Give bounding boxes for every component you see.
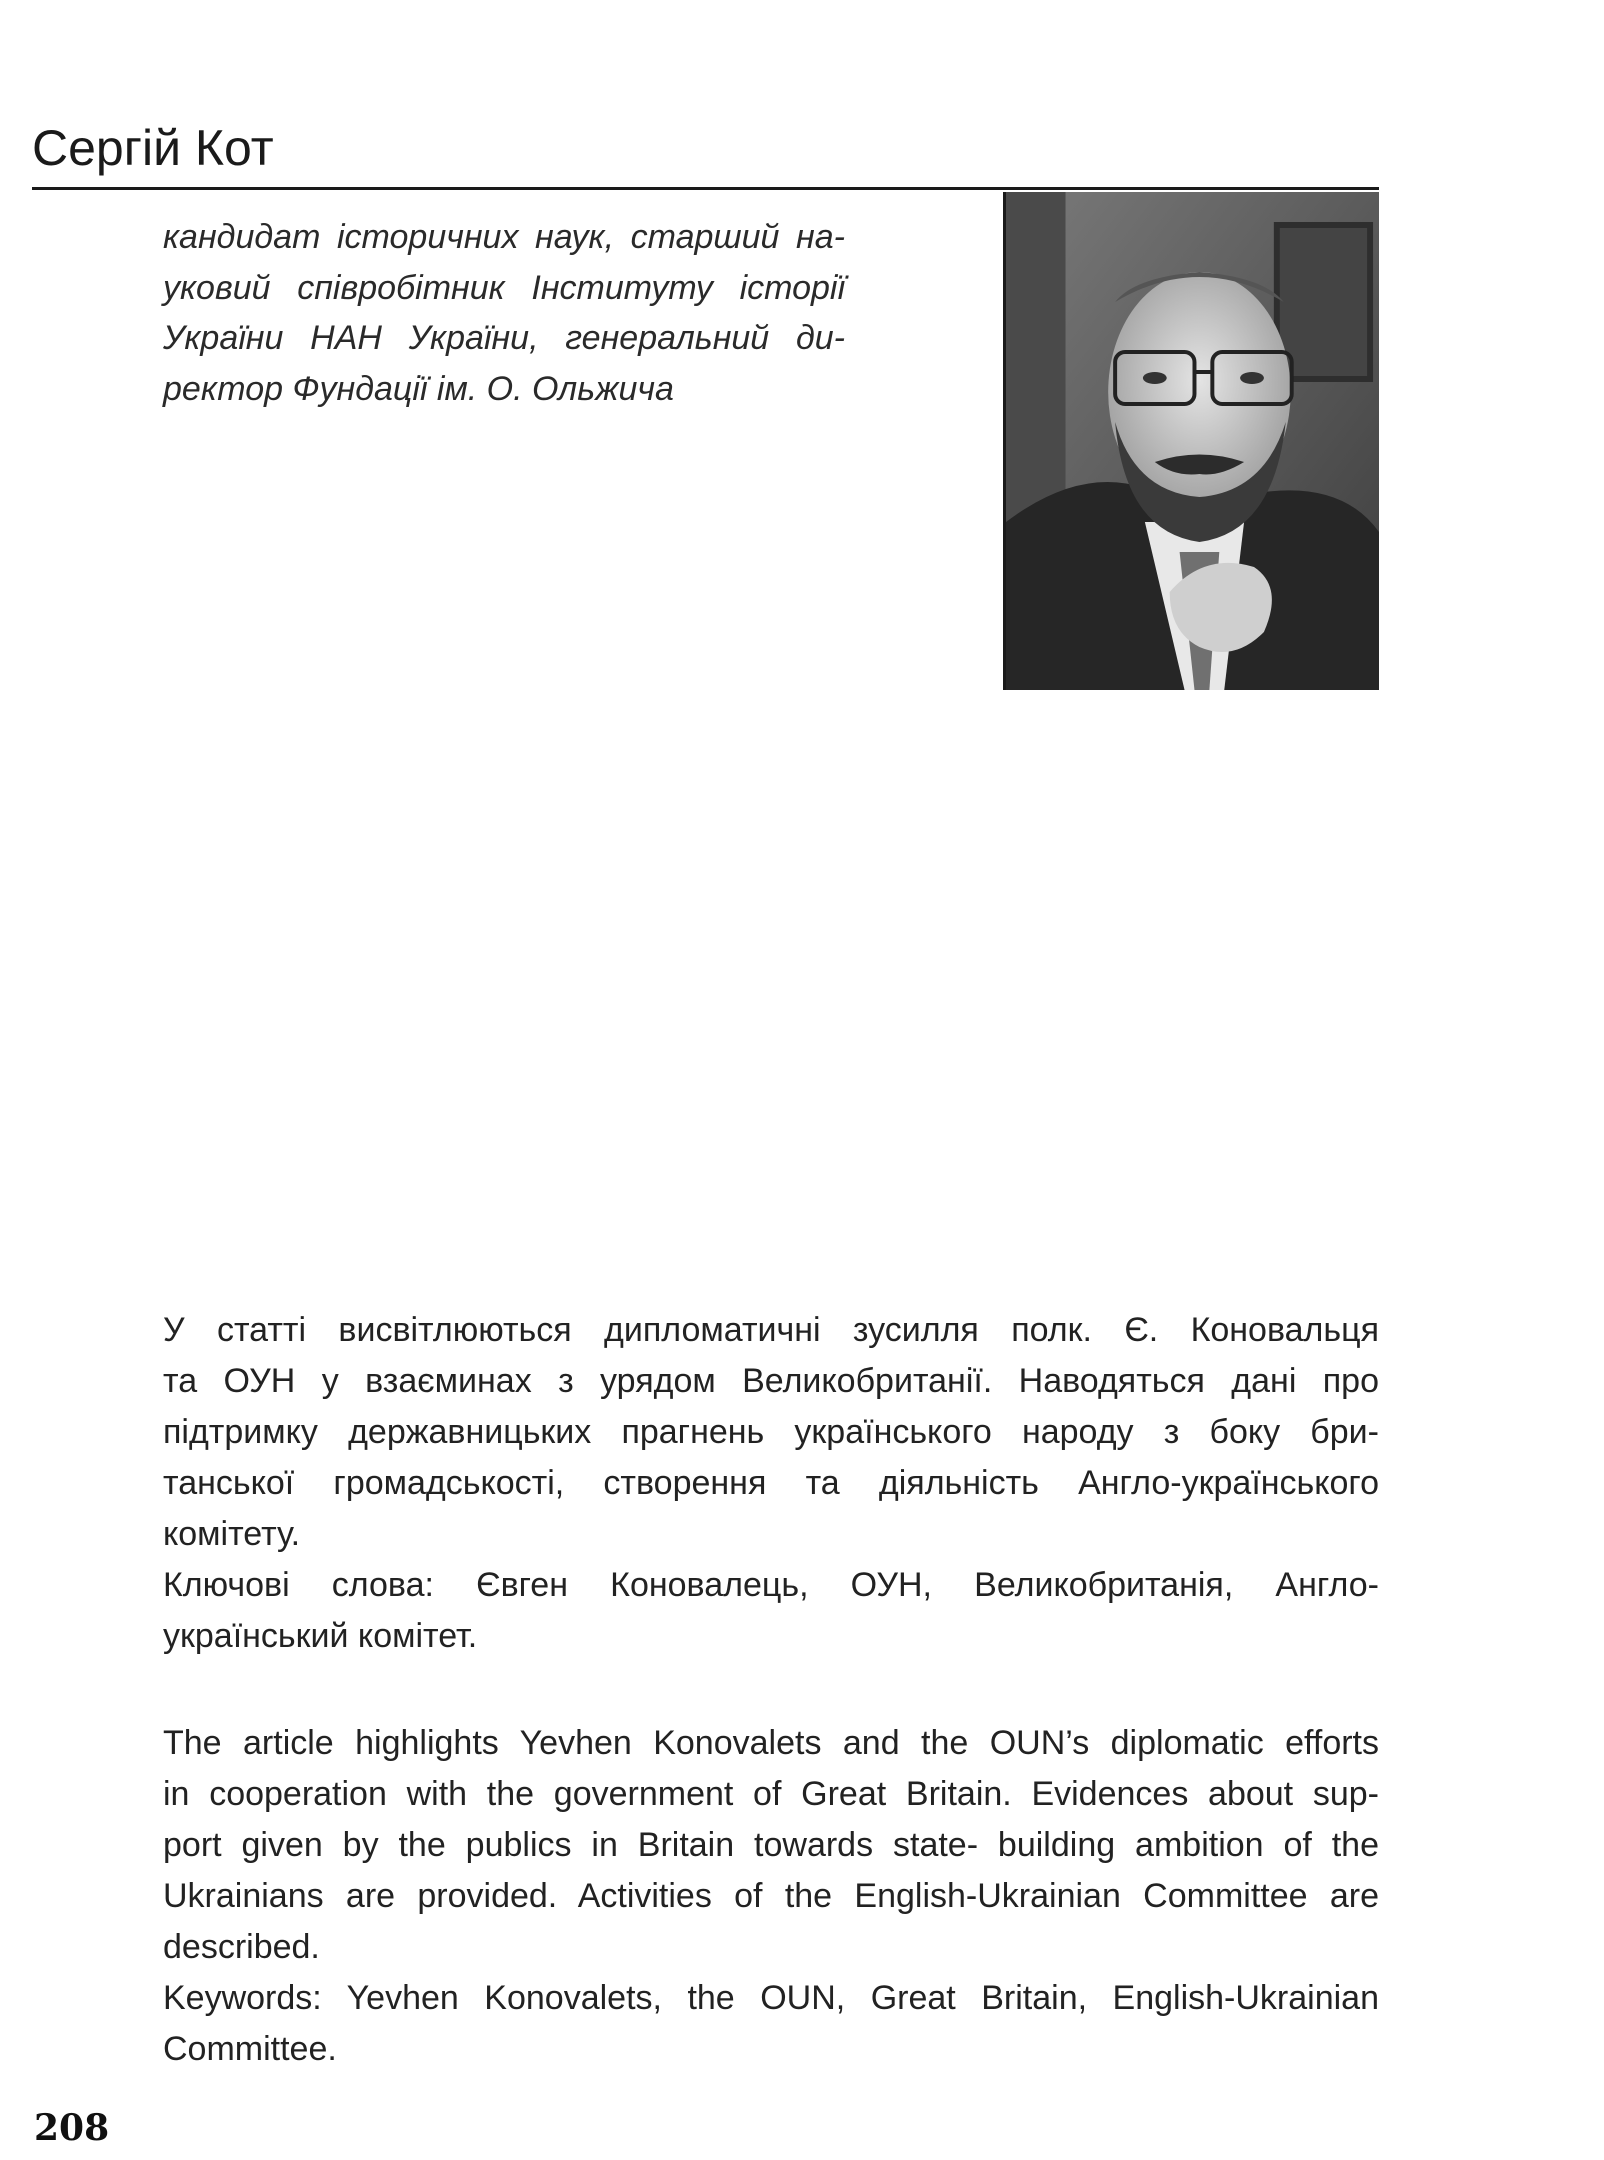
- keywords-line: Ключові слова: Євген Коновалець, ОУН, Великобританія, Англо-: [163, 1566, 1379, 1604]
- credentials-line: України НАН України, генеральний ди-: [163, 319, 845, 357]
- credentials-line: кандидат історичних наук, старший на-: [163, 218, 845, 256]
- abstract-ukrainian: [163, 1305, 1379, 1662]
- abstract-line: підтримку державницьких прагнень українського народу з боку бри-: [163, 1413, 1379, 1451]
- keywords-line: український комітет.: [163, 1617, 478, 1655]
- credentials-line: уковий співробітник Інституту історії: [163, 268, 845, 307]
- author-portrait-image: [1006, 192, 1379, 690]
- abstract-line: The article highlights Yevhen Konovalets and the OUN’s diplomatic efforts: [163, 1724, 1379, 1762]
- abstract-line: танської громадськості, створення та діяльність Англо-українського: [163, 1464, 1379, 1502]
- abstract-line: in cooperation with the government of Great Britain. Evidences about sup-: [163, 1775, 1379, 1813]
- keywords-line: Keywords: Yevhen Konovalets, the OUN, Great Britain, English-Ukrainian: [163, 1979, 1379, 2017]
- abstract-line: У статті висвітлюються дипломатичні зусилля полк. Є. Коновальця: [163, 1311, 1379, 1349]
- author-name: Сергій Кот: [32, 120, 274, 176]
- author-photo: [1003, 192, 1379, 690]
- abstract-line: Ukrainians are provided. Activities of the English-Ukrainian Committee are: [163, 1877, 1379, 1915]
- abstract-english: [163, 1718, 1379, 2075]
- abstract-line: комітету.: [163, 1515, 301, 1553]
- abstract-line: та ОУН у взаєминах з урядом Великобританії. Наводяться дані про: [163, 1362, 1379, 1400]
- author-credentials: [163, 212, 845, 414]
- page-number: 208: [34, 2107, 110, 2149]
- keywords-line: Committee.: [163, 2030, 337, 2068]
- title-rule: [32, 187, 1379, 190]
- abstract-line: described.: [163, 1928, 320, 1966]
- abstract-line: port given by the publics in Britain towards state- building ambition of the: [163, 1826, 1379, 1864]
- credentials-line: ректор Фундації ім. О. Ольжича: [163, 369, 674, 408]
